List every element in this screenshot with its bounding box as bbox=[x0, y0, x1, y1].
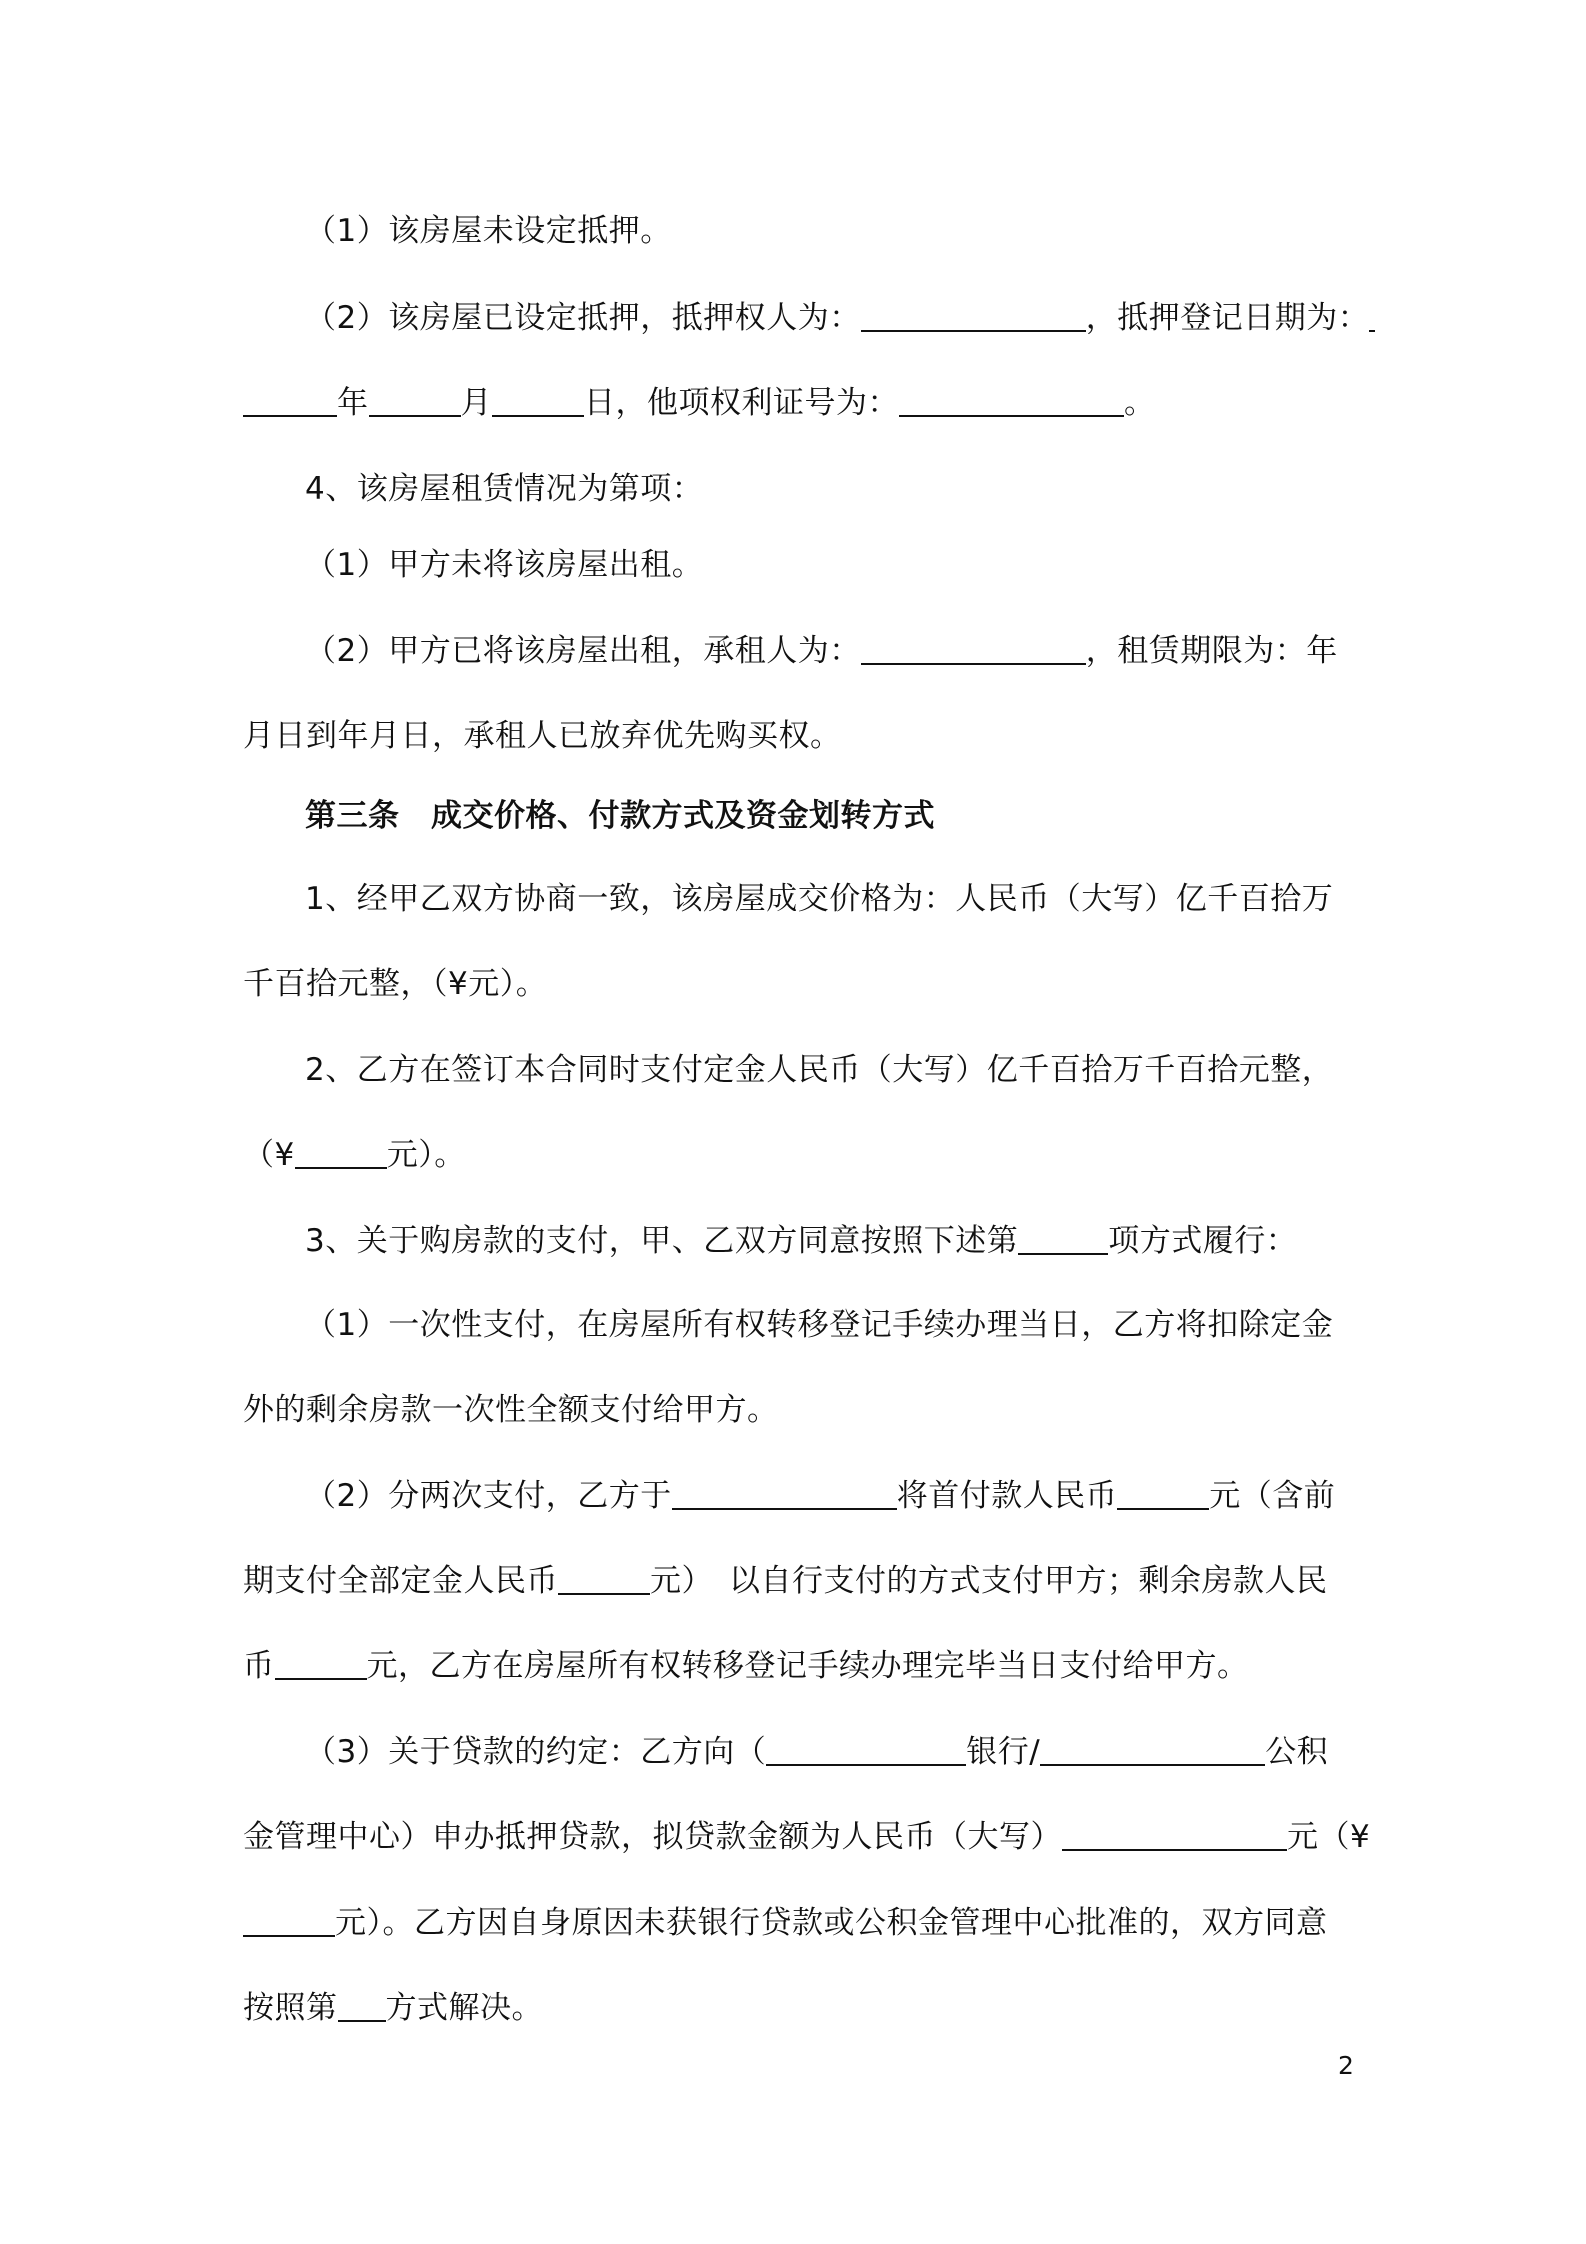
loan-amount-words-blank[interactable] bbox=[1062, 1815, 1287, 1851]
clause-2-4-option-1: （1）甲方未将该房屋出租。 bbox=[305, 547, 704, 583]
year-blank[interactable] bbox=[243, 381, 337, 417]
lease-period-line: 月日到年月日，承租人已放弃优先购买权。 bbox=[243, 718, 842, 754]
clause-2-4-option-2: （2）甲方已将该房屋出租，承租人为： ，租赁期限为：年 bbox=[243, 623, 1355, 679]
clause-3-3-option-3-cont2: 元）。乙方因自身原因未获银行贷款或公积金管理中心批准的，双方同意 bbox=[243, 1895, 1355, 1951]
remaining-payment-blank[interactable] bbox=[275, 1644, 367, 1680]
down-payment-amount-blank[interactable] bbox=[1117, 1474, 1209, 1510]
clause-3-1-cont: 千百拾元整，（¥元）。 bbox=[243, 966, 548, 1002]
clause-3-3-option-3-cont: 金管理中心）申办抵押贷款，拟贷款金额为人民币（大写） 元（¥ bbox=[243, 1809, 1355, 1865]
clause-3-3-option-3-cont3: 按照第 方式解决。 bbox=[243, 1980, 1355, 2036]
day-blank[interactable] bbox=[492, 381, 584, 417]
clause-3-3-option-2-cont2: 币 元，乙方在房屋所有权转移登记手续办理完毕当日支付给甲方。 bbox=[243, 1638, 1355, 1694]
mortgagee-blank[interactable] bbox=[861, 296, 1086, 332]
lessee-blank[interactable] bbox=[861, 629, 1086, 665]
certificate-number-blank[interactable] bbox=[899, 381, 1124, 417]
payment-method-blank[interactable] bbox=[1018, 1219, 1108, 1255]
clause-3-3-option-2-cont: 期支付全部定金人民币 元） 以自行支付的方式支付甲方；剩余房款人民 bbox=[243, 1553, 1355, 1609]
prepaid-deposit-blank[interactable] bbox=[558, 1559, 650, 1595]
page-number: 2 bbox=[1338, 2051, 1354, 2080]
deposit-amount-blank[interactable] bbox=[295, 1133, 387, 1169]
clause-3-3-option-3: （3）关于贷款的约定：乙方向（ 银行/ 公积 bbox=[243, 1724, 1355, 1780]
resolution-method-blank[interactable] bbox=[338, 1986, 386, 2022]
article-3-heading: 第三条 成交价格、付款方式及资金划转方式 bbox=[305, 798, 935, 834]
clause-3-1: 1、经甲乙双方协商一致，该房屋成交价格为：人民币（大写）亿千百拾万 bbox=[305, 881, 1334, 917]
clause-3-3-option-1: （1）一次性支付，在房屋所有权转移登记手续办理当日，乙方将扣除定金 bbox=[305, 1307, 1334, 1343]
mortgage-date-blank-start[interactable] bbox=[1369, 296, 1375, 332]
month-blank[interactable] bbox=[369, 381, 461, 417]
clause-3-3-option-2: （2）分两次支付，乙方于 将首付款人民币 元（含前 bbox=[243, 1468, 1355, 1524]
clause-3-2: 2、乙方在签订本合同时支付定金人民币（大写）亿千百拾万千百拾元整， bbox=[305, 1052, 1334, 1088]
mortgage-date-line: 年 月 日，他项权利证号为： 。 bbox=[243, 375, 1355, 431]
clause-3-3: 3、关于购房款的支付，甲、乙双方同意按照下述第 项方式履行： bbox=[243, 1213, 1355, 1269]
clause-2-3-option-2: （2）该房屋已设定抵押，抵押权人为： ，抵押登记日期为： bbox=[243, 290, 1355, 346]
bank-name-blank[interactable] bbox=[766, 1730, 966, 1766]
clause-2-4-heading: 4、该房屋租赁情况为第项： bbox=[305, 471, 704, 507]
clause-3-3-option-1-cont: 外的剩余房款一次性全额支付给甲方。 bbox=[243, 1392, 779, 1428]
clause-2-3-option-1: （1）该房屋未设定抵押。 bbox=[305, 213, 672, 249]
fund-center-blank[interactable] bbox=[1040, 1730, 1265, 1766]
loan-amount-figures-blank[interactable] bbox=[243, 1901, 335, 1937]
down-payment-date-blank[interactable] bbox=[672, 1474, 897, 1510]
clause-3-2-cont: （¥ 元）。 bbox=[243, 1127, 1355, 1183]
